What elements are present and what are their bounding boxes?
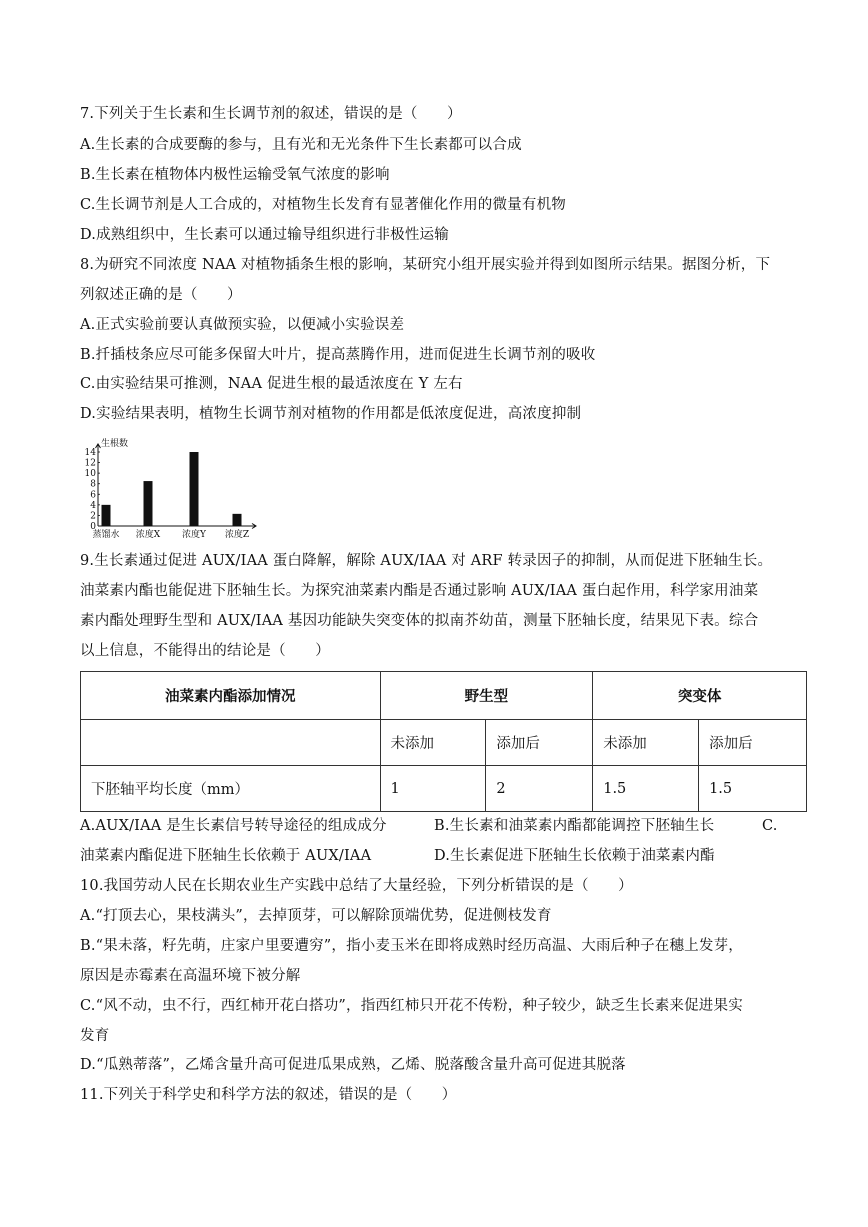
- q9-stem-line3: 素内酯处理野生型和 AUX/IAA 基因功能缺失突变体的拟南芥幼苗，测量下胚轴长度，结果见下表。综合: [80, 613, 759, 629]
- bar: [190, 452, 199, 526]
- table-header-mutant: 突变体: [593, 672, 807, 720]
- q9-option-a: A.AUX/IAA 是生长素信号转导途径的组成成分: [80, 818, 387, 834]
- q8-stem-line1: 8.为研究不同浓度 NAA 对植物插条生根的影响，某研究小组开展实验并得到如图所示结果。据图分析，下: [80, 257, 771, 273]
- x-tick-label: 浓度Z: [224, 530, 250, 540]
- q8-option-d: D.实验结果表明，植物生长调节剂对植物的作用都是低浓度促进，高浓度抑制: [80, 406, 582, 422]
- y-tick-label: 6: [90, 490, 96, 501]
- x-tick-label: 浓度Y: [182, 530, 206, 540]
- table-subheader: 未添加: [380, 720, 486, 766]
- table-row-label: 下胚轴平均长度（mm）: [81, 766, 381, 812]
- rooting-bar-chart: [80, 434, 270, 542]
- table-subheader: 添加后: [699, 720, 807, 766]
- bar: [144, 481, 153, 526]
- y-tick-label: 14: [84, 448, 96, 458]
- x-tick-label: 蒸馏水: [92, 530, 120, 540]
- q9-option-c-label: C.: [762, 818, 778, 834]
- q10-option-b-line2: 原因是赤霉素在高温环境下被分解: [80, 968, 301, 984]
- table-header-wildtype: 野生型: [380, 672, 593, 720]
- table-cell-value: 1.5: [699, 766, 807, 812]
- bar: [233, 514, 242, 526]
- chart-axes: [96, 444, 257, 529]
- q10-option-d: D.“瓜熟蒂落”，乙烯含量升高可促进瓜果成熟，乙烯、脱落酸含量升高可促进其脱落: [80, 1057, 626, 1073]
- y-tick-label: 2: [90, 511, 96, 522]
- q9-option-c: 油菜素内酯促进下胚轴生长依赖于 AUX/IAA: [80, 848, 372, 864]
- table-subheader: 添加后: [486, 720, 593, 766]
- y-tick-label: 8: [90, 479, 96, 490]
- y-tick-label: 0: [90, 522, 96, 532]
- table-cell-value: 1: [380, 766, 486, 812]
- table-cell-value: 1.5: [593, 766, 699, 812]
- q9-option-d: D.生长素促进下胚轴生长依赖于油菜素内酯: [434, 848, 715, 864]
- q8-option-b: B.扦插枝条应尽可能多保留大叶片，提高蒸腾作用，进而促进生长调节剂的吸收: [80, 347, 596, 363]
- table-subheader: 未添加: [593, 720, 699, 766]
- q7-option-c: C.生长调节剂是人工合成的，对植物生长发育有显著催化作用的微量有机物: [80, 197, 566, 213]
- y-axis-label: 生根数: [101, 439, 129, 449]
- table-cell-value: 2: [486, 766, 593, 812]
- q8-stem-line2: 列叙述正确的是（ ）: [80, 287, 242, 303]
- q7-option-a: A.生长素的合成要酶的参与，且有光和无光条件下生长素都可以合成: [80, 137, 522, 153]
- table-cell-empty: [81, 720, 381, 766]
- q9-stem-line4: 以上信息，不能得出的结论是（ ）: [80, 643, 330, 659]
- q10-stem: 10.我国劳动人民在长期农业生产实践中总结了大量经验，下列分析错误的是（ ）: [80, 878, 633, 894]
- chart-bars: [102, 452, 242, 526]
- q9-results-table: [80, 671, 807, 812]
- x-tick-label: 浓度X: [135, 530, 161, 540]
- q10-option-a: A.“打顶去心，果枝满头”，去掉顶芽，可以解除顶端优势，促进侧枝发育: [80, 908, 552, 924]
- q7-option-b: B.生长素在植物体内极性运输受氧气浓度的影响: [80, 167, 390, 183]
- bar: [102, 505, 111, 526]
- q9-stem-line1: 9.生长素通过促进 AUX/IAA 蛋白降解，解除 AUX/IAA 对 ARF 转录因子的抑制，从而促进下胚轴生长。: [80, 553, 773, 569]
- q10-option-c-line2: 发育: [80, 1028, 110, 1044]
- q9-stem-line2: 油菜素内酯也能促进下胚轴生长。为探究油菜素内酯是否通过影响 AUX/IAA 蛋白起作用，科学家用油菜: [80, 583, 759, 599]
- y-tick-label: 12: [84, 458, 96, 469]
- q8-option-c: C.由实验结果可推测，NAA 促进生根的最适浓度在 Y 左右: [80, 376, 463, 392]
- q10-option-b-line1: B.“果未落，籽先萌，庄家户里要遭穷”，指小麦玉米在即将成熟时经历高温、大雨后种子在穗上发芽，: [80, 938, 743, 954]
- q10-option-c-line1: C.“风不动，虫不行，西红柿开花白搭功”，指西红柿只开花不传粉，种子较少，缺乏生长素来促进果实: [80, 998, 743, 1014]
- q8-option-a: A.正式实验前要认真做预实验，以便减小实验误差: [80, 317, 405, 333]
- table-header-treatment: 油菜素内酯添加情况: [81, 672, 381, 720]
- q11-stem: 11.下列关于科学史和科学方法的叙述，错误的是（ ）: [80, 1087, 457, 1103]
- q9-option-b: B.生长素和油菜素内酯都能调控下胚轴生长: [434, 818, 715, 834]
- q7-stem: 7.下列关于生长素和生长调节剂的叙述，错误的是（ ）: [80, 106, 462, 122]
- q7-option-d: D.成熟组织中，生长素可以通过输导组织进行非极性运输: [80, 227, 449, 243]
- y-tick-label: 10: [84, 469, 96, 480]
- y-tick-label: 4: [90, 500, 96, 511]
